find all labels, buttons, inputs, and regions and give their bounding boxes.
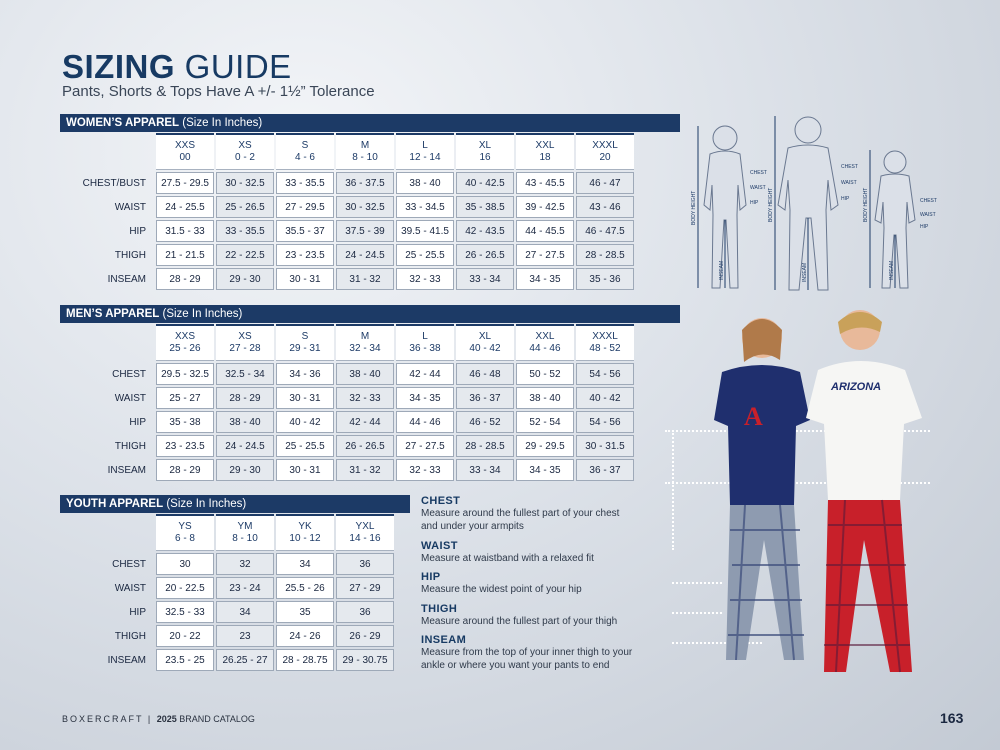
size-code: XS	[238, 331, 252, 342]
size-value-cell: 33 - 34	[456, 459, 514, 481]
size-value-cell: 33 - 34.5	[396, 196, 454, 218]
size-value-cell: 38 - 40	[216, 411, 274, 433]
svg-text:BODY HEIGHT: BODY HEIGHT	[768, 187, 774, 222]
size-value-cell: 24 - 26	[276, 625, 334, 647]
svg-text:HIP: HIP	[920, 224, 929, 230]
size-value-cell: 34 - 35	[396, 387, 454, 409]
measurement-label: THIGH	[114, 630, 146, 642]
size-code: L	[422, 331, 428, 342]
size-value-cell: 33 - 35.5	[276, 172, 334, 194]
size-value-cell: 32 - 33	[396, 268, 454, 290]
size-value-cell: 30 - 32.5	[336, 196, 394, 218]
size-column-header	[216, 324, 274, 361]
table-row	[62, 625, 394, 647]
size-code: YK	[298, 521, 312, 532]
size-value-cell: 25 - 25.5	[276, 435, 334, 457]
table-corner	[62, 514, 154, 551]
youth-size-table	[60, 512, 396, 673]
size-value-cell: 35	[276, 601, 334, 623]
size-code: XXS	[174, 140, 195, 151]
guide-connector	[672, 430, 674, 550]
youth-section-header: YOUTH APPAREL (Size In Inches)	[60, 495, 410, 513]
size-value-cell: 27.5 - 29.5	[156, 172, 214, 194]
measurement-label: THIGH	[114, 249, 146, 261]
size-value-cell: 42 - 44	[396, 363, 454, 385]
page-title: SIZING GUIDE	[62, 48, 292, 85]
size-value-cell: 32	[216, 553, 274, 575]
size-value-cell: 21 - 21.5	[156, 244, 214, 266]
svg-text:BODY HEIGHT: BODY HEIGHT	[691, 190, 697, 225]
size-code: XXS	[174, 331, 195, 342]
size-value-cell: 34 - 35	[516, 268, 574, 290]
svg-text:ARIZONA: ARIZONA	[831, 381, 882, 393]
size-range: 18	[539, 152, 551, 163]
measure-hip: HIP Measure the widest point of your hip	[421, 571, 582, 595]
svg-text:HIP: HIP	[750, 200, 759, 206]
size-code: S	[301, 331, 309, 342]
size-value-cell: 23 - 23.5	[156, 435, 214, 457]
size-code: L	[422, 140, 428, 151]
size-value-cell: 54 - 56	[576, 411, 634, 433]
size-code: XXL	[535, 331, 555, 342]
svg-text:WAIST: WAIST	[750, 185, 766, 191]
measurement-label: INSEAM	[107, 654, 146, 666]
size-value-cell: 29 - 29.5	[516, 435, 574, 457]
measure-inseam: INSEAM Measure from the top of your inner thigh to your ankle or where you want your pants to end	[421, 634, 633, 671]
size-value-cell: 44 - 46	[396, 411, 454, 433]
measurement-label: INSEAM	[107, 464, 146, 476]
size-range: 14 - 16	[349, 533, 381, 544]
size-column-header	[156, 324, 214, 361]
size-range: 8 - 10	[232, 533, 258, 544]
size-value-cell: 28 - 29	[156, 459, 214, 481]
size-value-cell: 52 - 54	[516, 411, 574, 433]
size-value-cell: 29 - 30	[216, 459, 274, 481]
size-value-cell: 36	[336, 553, 394, 575]
size-value-cell: 22 - 22.5	[216, 244, 274, 266]
size-column-header	[396, 324, 454, 361]
size-value-cell: 50 - 52	[516, 363, 574, 385]
size-value-cell: 20 - 22	[156, 625, 214, 647]
size-value-cell: 39.5 - 41.5	[396, 220, 454, 242]
size-value-cell: 43 - 46	[576, 196, 634, 218]
svg-text:HIP: HIP	[841, 196, 850, 202]
size-value-cell: 46 - 48	[456, 363, 514, 385]
size-column-header	[336, 324, 394, 361]
size-value-cell: 23 - 23.5	[276, 244, 334, 266]
size-value-cell: 32.5 - 33	[156, 601, 214, 623]
size-value-cell: 36 - 37	[456, 387, 514, 409]
size-code: XL	[478, 331, 492, 342]
size-value-cell: 36 - 37.5	[336, 172, 394, 194]
table-row	[62, 172, 634, 194]
size-code: YS	[178, 521, 192, 532]
measurement-label: CHEST	[112, 558, 146, 570]
svg-text:CHEST: CHEST	[841, 164, 858, 170]
size-code: XXXL	[592, 140, 618, 151]
size-value-cell: 42 - 43.5	[456, 220, 514, 242]
size-value-cell: 30 - 31	[276, 268, 334, 290]
size-column-header	[576, 324, 634, 361]
men-section-header: MEN’S APPAREL (Size In Inches)	[60, 305, 680, 323]
size-code: XL	[478, 140, 492, 151]
size-code: M	[360, 331, 370, 342]
size-value-cell: 46 - 47.5	[576, 220, 634, 242]
size-column-header	[336, 133, 394, 170]
size-value-cell: 29 - 30.75	[336, 649, 394, 671]
size-value-cell: 34 - 35	[516, 459, 574, 481]
size-value-cell: 31 - 32	[336, 268, 394, 290]
women-section-header: WOMEN’S APPAREL (Size In Inches)	[60, 114, 680, 132]
size-code: M	[360, 140, 370, 151]
size-range: 40 - 42	[469, 343, 501, 354]
size-value-cell: 36	[336, 601, 394, 623]
size-value-cell: 34 - 36	[276, 363, 334, 385]
size-code: XS	[238, 140, 252, 151]
size-value-cell: 30 - 31	[276, 387, 334, 409]
size-value-cell: 26 - 26.5	[456, 244, 514, 266]
size-value-cell: 37.5 - 39	[336, 220, 394, 242]
measurement-label: HIP	[129, 225, 146, 237]
size-column-header	[156, 514, 214, 551]
size-range: 16	[479, 152, 491, 163]
size-value-cell: 42 - 44	[336, 411, 394, 433]
size-value-cell: 46 - 47	[576, 172, 634, 194]
size-value-cell: 35.5 - 37	[276, 220, 334, 242]
measurement-label: WAIST	[114, 201, 146, 213]
size-column-header	[276, 324, 334, 361]
size-column-header	[156, 133, 214, 170]
size-code: YM	[237, 521, 253, 532]
size-value-cell: 40 - 42.5	[456, 172, 514, 194]
size-value-cell: 23.5 - 25	[156, 649, 214, 671]
size-value-cell: 34	[276, 553, 334, 575]
size-value-cell: 40 - 42	[576, 387, 634, 409]
size-value-cell: 39 - 42.5	[516, 196, 574, 218]
svg-text:INSEAM: INSEAM	[719, 260, 725, 280]
size-value-cell: 30 - 31.5	[576, 435, 634, 457]
table-corner	[62, 133, 154, 170]
measurement-label: HIP	[129, 416, 146, 428]
size-value-cell: 43 - 45.5	[516, 172, 574, 194]
size-range: 4 - 6	[294, 152, 315, 163]
measure-waist: WAIST Measure at waistband with a relaxed fit	[421, 540, 594, 564]
size-value-cell: 24 - 24.5	[336, 244, 394, 266]
measurement-label: INSEAM	[107, 273, 146, 285]
table-row	[62, 244, 634, 266]
table-row	[62, 196, 634, 218]
size-value-cell: 28 - 29	[156, 268, 214, 290]
svg-text:WAIST: WAIST	[920, 212, 936, 218]
table-row	[62, 459, 634, 481]
size-value-cell: 29 - 30	[216, 268, 274, 290]
svg-text:A: A	[744, 402, 763, 431]
size-value-cell: 28 - 28.5	[576, 244, 634, 266]
size-column-header	[576, 133, 634, 170]
size-value-cell: 27 - 27.5	[396, 435, 454, 457]
size-range: 12 - 14	[409, 152, 441, 163]
size-value-cell: 35 - 38	[156, 411, 214, 433]
table-row	[62, 387, 634, 409]
size-code: XXXL	[592, 331, 618, 342]
size-range: 44 - 46	[529, 343, 561, 354]
size-value-cell: 33 - 34	[456, 268, 514, 290]
size-value-cell: 25 - 27	[156, 387, 214, 409]
svg-text:WAIST: WAIST	[841, 180, 857, 186]
size-value-cell: 36 - 37	[576, 459, 634, 481]
size-range: 6 - 8	[174, 533, 195, 544]
table-row	[62, 435, 634, 457]
size-code: YXL	[355, 521, 375, 532]
size-column-header	[216, 133, 274, 170]
body-measurement-diagram	[680, 110, 940, 300]
size-value-cell: 30 - 32.5	[216, 172, 274, 194]
table-row	[62, 577, 394, 599]
size-value-cell: 32 - 33	[396, 459, 454, 481]
page-subtitle: Pants, Shorts & Tops Have A +/- 1½” Tolerance	[62, 83, 375, 100]
size-value-cell: 44 - 45.5	[516, 220, 574, 242]
table-row	[62, 411, 634, 433]
svg-text:INSEAM: INSEAM	[889, 260, 895, 280]
size-code: S	[301, 140, 309, 151]
measurement-label: WAIST	[114, 582, 146, 594]
table-row	[62, 553, 394, 575]
size-value-cell: 30	[156, 553, 214, 575]
measurement-label: CHEST	[112, 368, 146, 380]
svg-text:CHEST: CHEST	[920, 198, 937, 204]
measurement-label: THIGH	[114, 440, 146, 452]
svg-text:BODY HEIGHT: BODY HEIGHT	[863, 187, 869, 222]
size-column-header	[216, 514, 274, 551]
size-value-cell: 27 - 29.5	[276, 196, 334, 218]
size-value-cell: 32.5 - 34	[216, 363, 274, 385]
page-number: 163	[940, 710, 964, 726]
size-value-cell: 26.25 - 27	[216, 649, 274, 671]
size-value-cell: 38 - 40	[516, 387, 574, 409]
size-range: 10 - 12	[289, 533, 321, 544]
size-value-cell: 30 - 31	[276, 459, 334, 481]
table-row	[62, 363, 634, 385]
size-value-cell: 31.5 - 33	[156, 220, 214, 242]
men-size-table	[60, 322, 636, 483]
size-range: 48 - 52	[589, 343, 621, 354]
size-value-cell: 27 - 27.5	[516, 244, 574, 266]
size-value-cell: 25 - 26.5	[216, 196, 274, 218]
size-column-header	[276, 133, 334, 170]
size-range: 00	[179, 152, 191, 163]
size-value-cell: 32 - 33	[336, 387, 394, 409]
size-value-cell: 26 - 29	[336, 625, 394, 647]
size-value-cell: 31 - 32	[336, 459, 394, 481]
size-column-header	[516, 324, 574, 361]
size-column-header	[396, 133, 454, 170]
size-range: 25 - 26	[169, 343, 201, 354]
size-value-cell: 54 - 56	[576, 363, 634, 385]
measurement-label: CHEST/BUST	[82, 177, 146, 189]
size-value-cell: 40 - 42	[276, 411, 334, 433]
catalog-footer: BOXERCRAFT | 2025 BRAND CATALOG	[62, 714, 255, 724]
size-column-header	[336, 514, 394, 551]
measure-thigh: THIGH Measure around the fullest part of your thigh	[421, 603, 618, 627]
size-value-cell: 28 - 28.5	[456, 435, 514, 457]
size-value-cell: 25 - 25.5	[396, 244, 454, 266]
size-value-cell: 24 - 24.5	[216, 435, 274, 457]
size-value-cell: 24 - 25.5	[156, 196, 214, 218]
size-value-cell: 46 - 52	[456, 411, 514, 433]
size-column-header	[516, 133, 574, 170]
svg-text:CHEST: CHEST	[750, 170, 767, 176]
size-value-cell: 38 - 40	[336, 363, 394, 385]
size-range: 8 - 10	[352, 152, 378, 163]
size-value-cell: 27 - 29	[336, 577, 394, 599]
size-value-cell: 28 - 28.75	[276, 649, 334, 671]
measure-chest: CHEST Measure around the fullest part of your chest and under your armpits	[421, 495, 620, 532]
models-photo	[700, 300, 940, 685]
size-range: 29 - 31	[289, 343, 321, 354]
size-range: 20	[599, 152, 611, 163]
size-range: 0 - 2	[234, 152, 255, 163]
size-value-cell: 35 - 38.5	[456, 196, 514, 218]
size-value-cell: 35 - 36	[576, 268, 634, 290]
size-value-cell: 20 - 22.5	[156, 577, 214, 599]
size-value-cell: 23 - 24	[216, 577, 274, 599]
table-row	[62, 601, 394, 623]
size-value-cell: 34	[216, 601, 274, 623]
svg-text:INSEAM: INSEAM	[802, 262, 808, 282]
measurement-label: WAIST	[114, 392, 146, 404]
size-value-cell: 25.5 - 26	[276, 577, 334, 599]
size-code: XXL	[535, 140, 555, 151]
table-corner	[62, 324, 154, 361]
table-row	[62, 268, 634, 290]
size-value-cell: 33 - 35.5	[216, 220, 274, 242]
size-range: 32 - 34	[349, 343, 381, 354]
table-row	[62, 220, 634, 242]
women-size-table	[60, 131, 636, 292]
measurement-label: HIP	[129, 606, 146, 618]
size-column-header	[456, 133, 514, 170]
size-value-cell: 28 - 29	[216, 387, 274, 409]
size-range: 27 - 28	[229, 343, 261, 354]
table-row	[62, 649, 394, 671]
size-value-cell: 38 - 40	[396, 172, 454, 194]
size-column-header	[276, 514, 334, 551]
size-value-cell: 26 - 26.5	[336, 435, 394, 457]
size-value-cell: 23	[216, 625, 274, 647]
size-column-header	[456, 324, 514, 361]
size-value-cell: 29.5 - 32.5	[156, 363, 214, 385]
size-range: 36 - 38	[409, 343, 441, 354]
